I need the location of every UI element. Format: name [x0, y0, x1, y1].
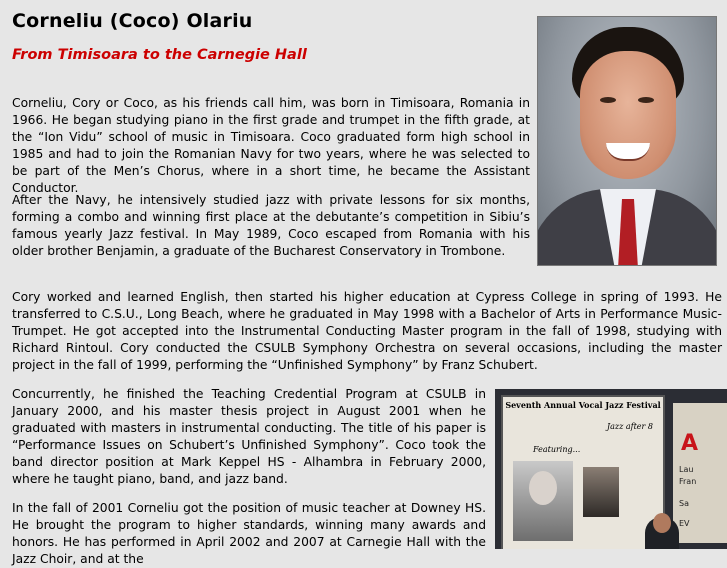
festival-poster — [503, 397, 663, 549]
jazz-festival-photo — [495, 389, 727, 549]
poster-headshot-right — [583, 467, 619, 517]
bio-paragraph-2: After the Navy, he intensively studied jazz with private lessons for six months, forming a combo and winning first place at the debutante’s competition in Sibiu’s famous yearly Jazz festival. In May 1989, Coco escaped from Romania with his older brother Benjamin, a graduate of the Bucharest Conservatory in Trombone. — [12, 193, 530, 258]
bio-paragraph-4: Concurrently, he finished the Teaching Credential Program at CSULB in January 2000, and his master thesis project in August 2001 when he graduated with masters in instrumental conducting. The title of his paper is “Performance Issues on Schubert’s Unfinished Symphony”. Coco took the band director position at Mark Keppel HS - Alhambra in February 2000, where he taught piano, band, and jazz band. — [12, 387, 486, 486]
bio-paragraph-1: Corneliu, Cory or Coco, as his friends call him, was born in Timisoara, Romania in 1966. He began studying piano in the first grade and trumpet in the fifth grade, at the “Ion Vidu” school of music in Timisoara. Coco graduated form high school in 1985 and had to join the Romanian Navy for two years, where he was selected to be part of the Men’s Chorus, where in a short time, he became the Assistant Conductor. — [12, 96, 530, 195]
sign-line-3: Sa — [679, 499, 689, 508]
sign-line-2: Fran — [679, 477, 697, 486]
page-subtitle: From Timisoara to the Carnegie Hall — [12, 47, 307, 63]
bio-paragraph-3: Cory worked and learned English, then started his higher education at Cypress College in spring of 1993. He transferred to C.S.U., Long Beach, where he graduated in May 1998 with a Bachelor of Arts in Performance Music-Trumpet. He got accepted into the Instrumental Conducting Master program in the fall of 1998, studying with Richard Rintoul. Cory conducted the CSULB Symphony Orchestra on several occasions, including the master project in the fall of 1999, performing the “Unfinished Symphony” by Franz Schubert. — [12, 290, 722, 372]
poster-subtitle: Jazz after 8 — [606, 422, 653, 431]
person-in-photo — [645, 517, 679, 549]
poster-featuring: Featuring... — [533, 445, 581, 454]
sign-line-4: EV — [679, 519, 690, 528]
page-title: Corneliu (Coco) Olariu — [12, 10, 253, 32]
sign-letter: A — [681, 431, 699, 456]
sign-line-1: Lau — [679, 465, 694, 474]
poster-title: Seventh Annual Vocal Jazz Festival — [505, 400, 661, 410]
bio-paragraph-5: In the fall of 2001 Corneliu got the position of music teacher at Downey HS. He brought the program to higher standards, winning many awards and honors. He has performed in April 2002 and 2007 at Carnegie Hall with the Jazz Choir, and at the — [12, 501, 486, 566]
poster-headshot-left — [513, 461, 573, 541]
background-sign — [673, 403, 727, 543]
portrait-photo — [537, 16, 717, 266]
